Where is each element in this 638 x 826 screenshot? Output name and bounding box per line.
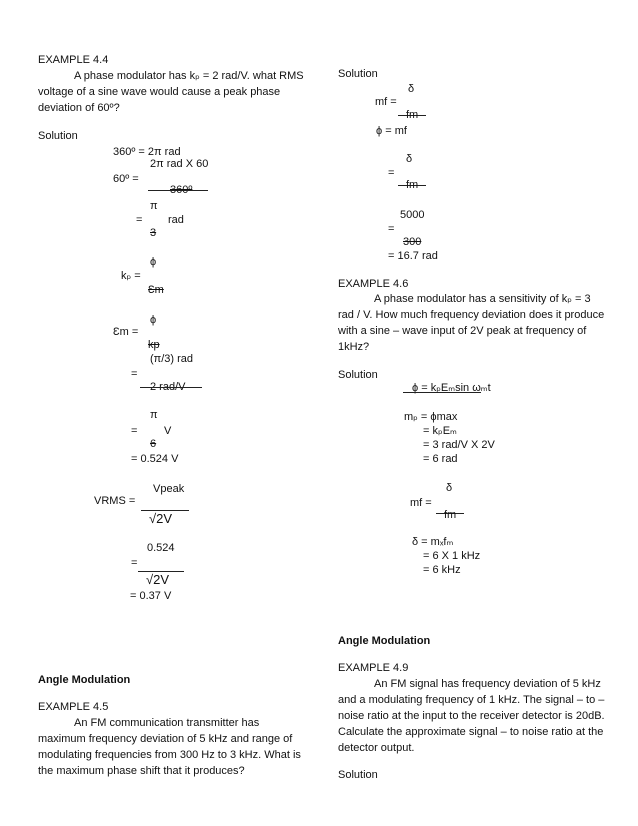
underline [403, 392, 481, 393]
kp-denominator: Ɛm [148, 284, 164, 296]
fm-3: fm [444, 509, 457, 521]
result-0524: = 0.524 V [131, 453, 179, 465]
em-2radv: 2 rad/V [150, 381, 186, 393]
eq-360-denominator: 360º [170, 184, 193, 196]
sqrt2v-2: √2V [146, 572, 170, 587]
equals-2: = [131, 557, 138, 569]
solution-label-right: Solution [338, 68, 378, 80]
eq-60-deg: 60º = [113, 173, 139, 185]
em-equals: = [131, 368, 138, 380]
delta-line3: = 6 kHz [423, 564, 461, 576]
vpeak-label: Vpeak [153, 483, 185, 495]
section-heading-angle-modulation: Angle Modulation [38, 674, 131, 686]
result-167: = 16.7 rad [388, 250, 438, 262]
delta-line1: δ = mₓfₘ [412, 536, 454, 548]
example-4-4-text-line3: deviation of 60º? [38, 102, 120, 114]
delta-3: δ [446, 482, 453, 494]
delta-line2: = 6 X 1 kHz [423, 550, 481, 562]
example-4-5-title: EXAMPLE 4.5 [38, 701, 109, 713]
value-0524: 0.524 [147, 542, 175, 554]
example-4-9-line2: and a modulating frequency of 1 kHz. The signal – to – [338, 694, 605, 706]
solution-label-2: Solution [338, 369, 378, 381]
eq-equals: = [136, 214, 143, 226]
vrms-label: VRMS = [94, 495, 136, 507]
example-4-4-text-line1: A phase modulator has kₚ = 2 rad/V. what RMS [74, 70, 304, 82]
equals-r2: = [388, 223, 395, 235]
value-300: 300 [403, 236, 422, 248]
example-4-5-line2: maximum frequency deviation of 5 kHz and range of [38, 733, 293, 745]
kp-phi: ϕ [150, 256, 157, 268]
eq-3: 3 [150, 227, 157, 239]
example-4-4-title: EXAMPLE 4.4 [38, 54, 109, 66]
eq-pi: π [150, 200, 158, 212]
sqrt2v-1: √2V [149, 511, 173, 526]
eq-360-deg: 360º = 2π rad [113, 146, 181, 158]
example-4-6-line3: with a sine – wave input of 2V peak at frequency of [338, 325, 587, 337]
solution-label-3: Solution [338, 769, 378, 781]
example-4-6-line1: A phase modulator has a sensitivity of kₚ = 3 [374, 293, 591, 305]
phi-equation: ϕ = kₚEₘsin ωₘt [412, 382, 491, 394]
delta-1: δ [408, 83, 415, 95]
mp-line2: = kₚEₘ [423, 425, 457, 437]
example-4-6-title: EXAMPLE 4.6 [338, 278, 409, 290]
result-037: = 0.37 V [130, 590, 172, 602]
em-denominator: kp [148, 339, 160, 351]
example-4-9-title: EXAMPLE 4.9 [338, 662, 409, 674]
example-4-9-line1: An FM signal has frequency deviation of 5 kHz [374, 678, 601, 690]
mf-label: mf = [375, 96, 397, 108]
solution-label: Solution [38, 130, 78, 142]
example-4-5-line3: modulating frequencies from 300 Hz to 3 kHz. What is [38, 749, 301, 761]
eq-rad: rad [168, 214, 184, 226]
section-heading-angle-modulation-right: Angle Modulation [338, 635, 431, 647]
em-label: Ɛm = [113, 326, 139, 338]
fraction-bar [140, 387, 202, 388]
example-4-6-line4: 1kHz? [338, 341, 370, 353]
delta-2: δ [406, 153, 413, 165]
mp-line4: = 6 rad [423, 453, 458, 465]
example-4-9-line4: Calculate the approximate signal – to noise ratio at the [338, 726, 604, 738]
em-phi: ϕ [150, 314, 157, 326]
em-pi3-rad: (π/3) rad [150, 353, 194, 365]
fm-1: fm [406, 109, 419, 121]
equals-r1: = [388, 167, 395, 179]
example-4-9-line3: noise ratio at the input to the receiver detector is 20dB. [338, 710, 605, 722]
example-4-6-line2: rad / V. How much frequency deviation does it produce [338, 309, 605, 321]
fraction-bar [148, 190, 208, 191]
example-4-5-line4: the maximum phase shift that it produces? [38, 765, 245, 777]
result-v: V [164, 425, 172, 437]
eq-2pi-x60: 2π rad X 60 [150, 158, 209, 170]
result-equals: = [131, 425, 138, 437]
example-4-9-line5: detector output. [338, 742, 415, 754]
mf-label-2: mf = [410, 497, 432, 509]
value-5000: 5000 [400, 209, 425, 221]
result-pi: π [150, 409, 158, 421]
mp-line3: = 3 rad/V X 2V [423, 439, 495, 451]
kp-label: kₚ = [121, 270, 141, 282]
mp-line1: mₚ = ϕmax [404, 411, 458, 423]
example-4-4-text-line2: voltage of a sine wave would cause a peak phase [38, 86, 281, 98]
phi-equals-mf: ϕ = mf [376, 125, 407, 137]
example-4-5-line1: An FM communication transmitter has [74, 717, 260, 729]
fm-2: fm [406, 179, 419, 191]
result-6: 6 [150, 438, 157, 450]
